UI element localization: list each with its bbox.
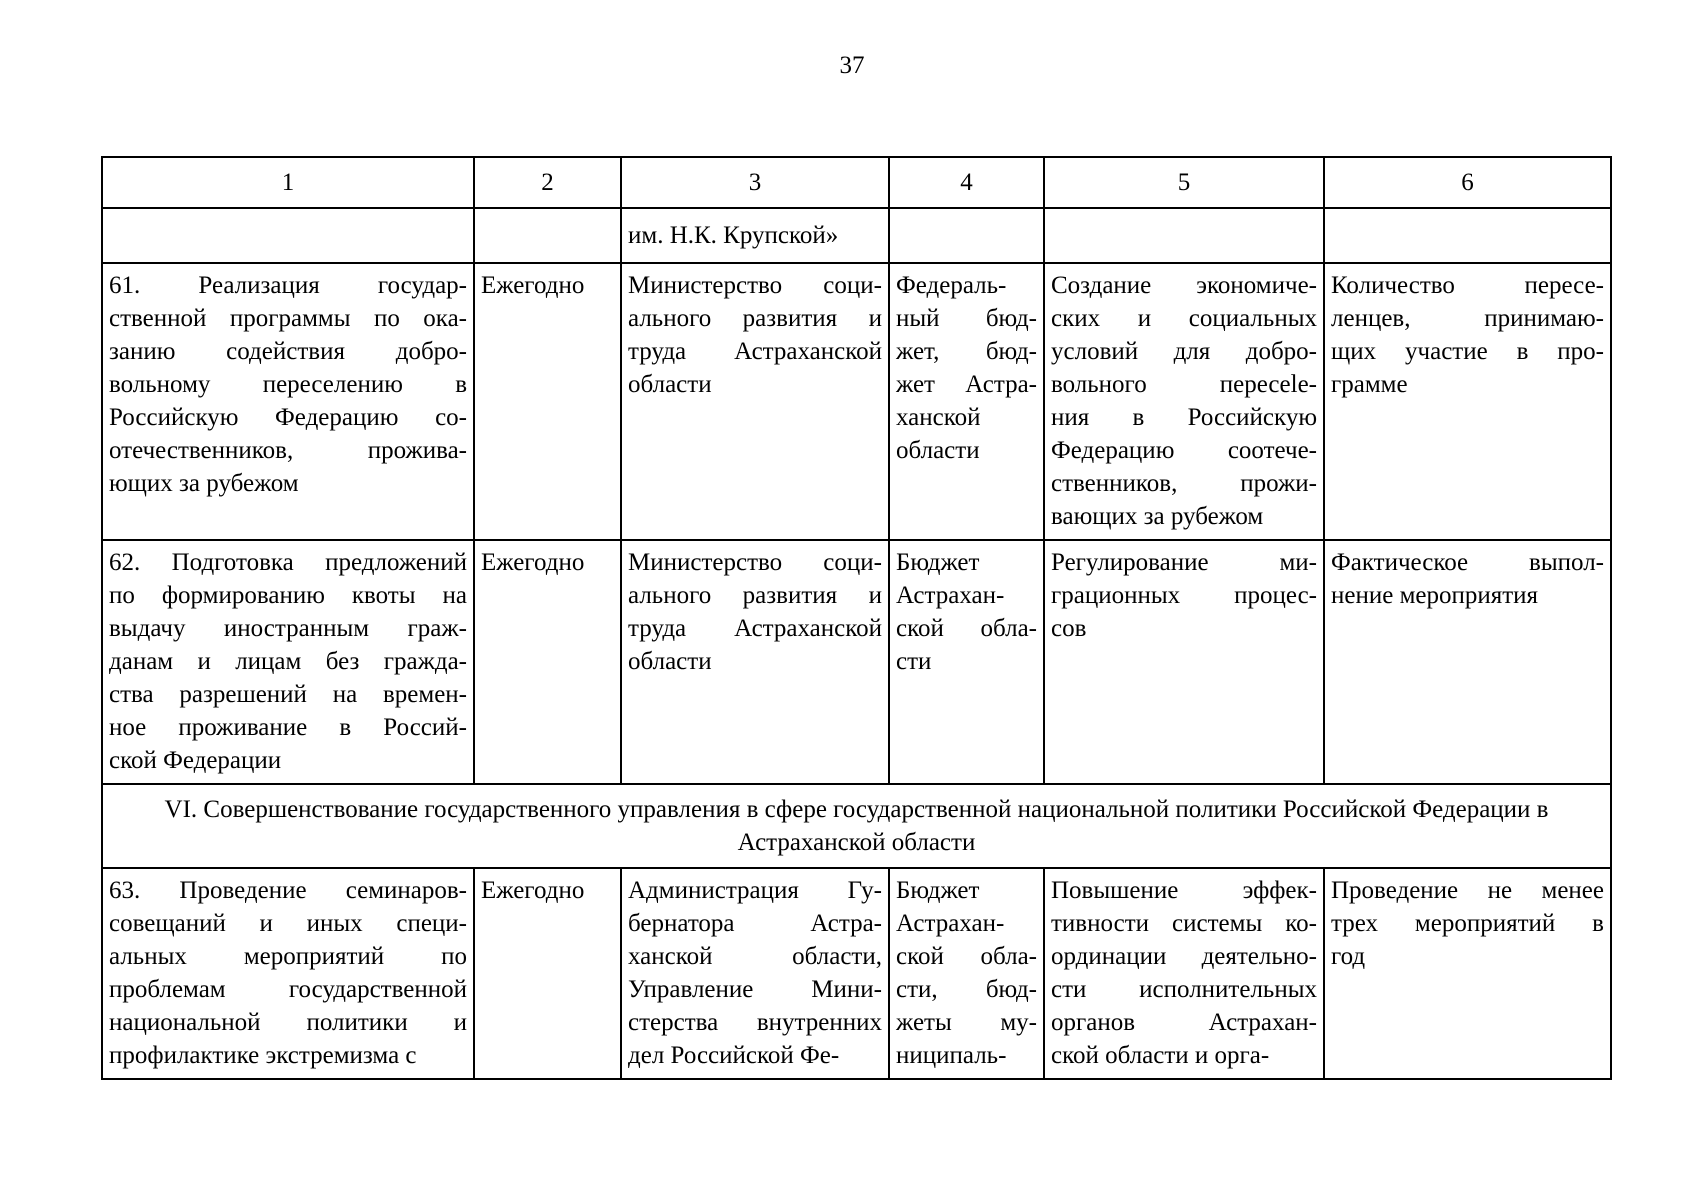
executor-cell: [621, 263, 889, 540]
column-number: 3: [621, 157, 889, 208]
deadline-cell: Ежегодно: [474, 263, 621, 540]
section-heading-row: [102, 784, 1611, 868]
cell-text-line: год: [1331, 943, 1366, 970]
result-cell: [1044, 263, 1324, 540]
cell-text-line: профилактике экстремизма с: [109, 1042, 417, 1069]
page-number: 37: [839, 52, 865, 79]
cell-text-line: Российскую Федерацию со-: [109, 404, 467, 431]
column-number: 2: [474, 157, 621, 208]
cell-text-line: по формированию квоты на: [109, 582, 467, 609]
cell-text-line: ющих за рубежом: [109, 470, 299, 497]
table-cell: [1324, 208, 1611, 263]
table-cell: [474, 208, 621, 263]
table-cell: [889, 208, 1044, 263]
column-number: 5: [1044, 157, 1324, 208]
result-cell: [1044, 540, 1324, 784]
cell-text-line: ния в Российскую: [1051, 404, 1317, 431]
cell-text-line: дел Российской Фе-: [628, 1042, 840, 1069]
section-heading: VI. Совершенствование государственного управления в сфере государственной национальной политики Российской Федерации в Астраханской области: [102, 784, 1611, 868]
cell-text-line: Министерство соци-: [628, 549, 882, 576]
column-number: 1: [102, 157, 474, 208]
cell-text-line: ской обла-: [896, 943, 1037, 970]
cell-text-line: области: [628, 648, 712, 675]
cell-text-line: ального развития и: [628, 582, 882, 609]
cell-text-line: ный бюд-: [896, 305, 1037, 332]
cell-text-line: занию содействия добро-: [109, 338, 467, 365]
table-cell: [1044, 208, 1324, 263]
table-cell: им. Н.К. Крупской»: [621, 208, 889, 263]
cell-text-line: ской Федерации: [109, 747, 282, 774]
cell-text-line: тивности системы ко-: [1051, 910, 1317, 937]
cell-text-line: Федерацию соотече-: [1051, 437, 1317, 464]
table-row-62: [102, 540, 1611, 784]
funding-cell: [889, 263, 1044, 540]
cell-text-line: жеты му-: [896, 1009, 1037, 1036]
cell-text-line: выдачу иностранным граж-: [109, 615, 467, 642]
plan-table: [101, 156, 1612, 1080]
cell-text-line: ниципаль-: [896, 1042, 1007, 1069]
cell-text-line: ственной программы по ока-: [109, 305, 467, 332]
cell-text-line: проблемам государственной: [109, 976, 467, 1003]
cell-text-line: вающих за рубежом: [1051, 503, 1264, 530]
column-number: 4: [889, 157, 1044, 208]
cell-text-line: данам и лицам без гражда-: [109, 648, 467, 675]
cell-text-line: области: [628, 371, 712, 398]
executor-cell: [621, 540, 889, 784]
cell-text-line: 63. Проведение семинаров-: [109, 877, 467, 904]
cell-text-line: сти: [896, 648, 932, 675]
cell-text-line: Создание экономиче-: [1051, 272, 1317, 299]
cell-text-line: жет, бюд-: [896, 338, 1037, 365]
cell-text-line: грамме: [1331, 371, 1408, 398]
continuation-row: [102, 208, 1611, 263]
cell-text-line: Проведение не менее: [1331, 877, 1604, 904]
cell-text-line: ской области и орга-: [1051, 1042, 1270, 1069]
cell-text-line: труда Астраханской: [628, 338, 882, 365]
cell-text-line: Федераль-: [896, 272, 1007, 299]
indicator-cell: [1324, 540, 1611, 784]
cell-text-line: ства разрешений на времен-: [109, 681, 467, 708]
cell-text-line: ное проживание в Россий-: [109, 714, 467, 741]
deadline-cell: Ежегодно: [474, 540, 621, 784]
cell-text-line: органов Астрахан-: [1051, 1009, 1317, 1036]
cell-text-line: 61. Реализация государ-: [109, 272, 467, 299]
cell-text-line: щих участие в про-: [1331, 338, 1604, 365]
deadline-cell: Ежегодно: [474, 868, 621, 1079]
cell-text-line: бернатора Астра-: [628, 910, 882, 937]
cell-text-line: Фактическое выпол-: [1331, 549, 1604, 576]
cell-text-line: отечественников, прожива-: [109, 437, 467, 464]
measure-cell: [102, 868, 474, 1079]
table-row-63: [102, 868, 1611, 1079]
cell-text-line: Бюджет: [896, 877, 980, 904]
cell-text-line: ханской: [896, 404, 981, 431]
cell-text-line: вольного пересele-: [1051, 371, 1317, 398]
cell-text-line: области: [896, 437, 980, 464]
funding-cell: [889, 540, 1044, 784]
cell-text-line: грационных процес-: [1051, 582, 1317, 609]
column-number: 6: [1324, 157, 1611, 208]
cell-text-line: ального развития и: [628, 305, 882, 332]
table-row-61: [102, 263, 1611, 540]
cell-text-line: жет Астра-: [896, 371, 1037, 398]
measure-cell: [102, 540, 474, 784]
cell-text-line: сов: [1051, 615, 1087, 642]
cell-text-line: 62. Подготовка предложений: [109, 549, 467, 576]
cell-text-line: ской обла-: [896, 615, 1037, 642]
cell-text-line: ских и социальных: [1051, 305, 1317, 332]
cell-text-line: Министерство соци-: [628, 272, 882, 299]
cell-text-line: национальной политики и: [109, 1009, 467, 1036]
table-cell: [102, 208, 474, 263]
cell-text-line: сти, бюд-: [896, 976, 1037, 1003]
indicator-cell: [1324, 868, 1611, 1079]
cell-text-line: сти исполнительных: [1051, 976, 1317, 1003]
indicator-cell: [1324, 263, 1611, 540]
cell-text-line: Бюджет: [896, 549, 980, 576]
cell-text-line: совещаний и иных специ-: [109, 910, 467, 937]
cell-text-line: труда Астраханской: [628, 615, 882, 642]
column-number-row: [102, 157, 1611, 208]
cell-text-line: стерства внутренних: [628, 1009, 882, 1036]
cell-text-line: вольному переселению в: [109, 371, 467, 398]
funding-cell: [889, 868, 1044, 1079]
cell-text-line: ханской области,: [628, 943, 882, 970]
cell-text-line: условий для добро-: [1051, 338, 1317, 365]
cell-text-line: Повышение эффек-: [1051, 877, 1317, 904]
cell-text-line: Управление Мини-: [628, 976, 882, 1003]
cell-text-line: Количество пересе-: [1331, 272, 1604, 299]
cell-text-line: ственников, прожи-: [1051, 470, 1317, 497]
cell-text-line: альных мероприятий по: [109, 943, 467, 970]
cell-text-line: Астрахан-: [896, 910, 1005, 937]
measure-cell: [102, 263, 474, 540]
cell-text-line: нение мероприятия: [1331, 582, 1539, 609]
cell-text-line: Администрация Гу-: [628, 877, 882, 904]
cell-text-line: ленцев, принимаю-: [1331, 305, 1604, 332]
result-cell: [1044, 868, 1324, 1079]
cell-text-line: Регулирование ми-: [1051, 549, 1317, 576]
cell-text-line: ординации деятельно-: [1051, 943, 1317, 970]
cell-text-line: трех мероприятий в: [1331, 910, 1604, 937]
executor-cell: [621, 868, 889, 1079]
cell-text-line: Астрахан-: [896, 582, 1005, 609]
